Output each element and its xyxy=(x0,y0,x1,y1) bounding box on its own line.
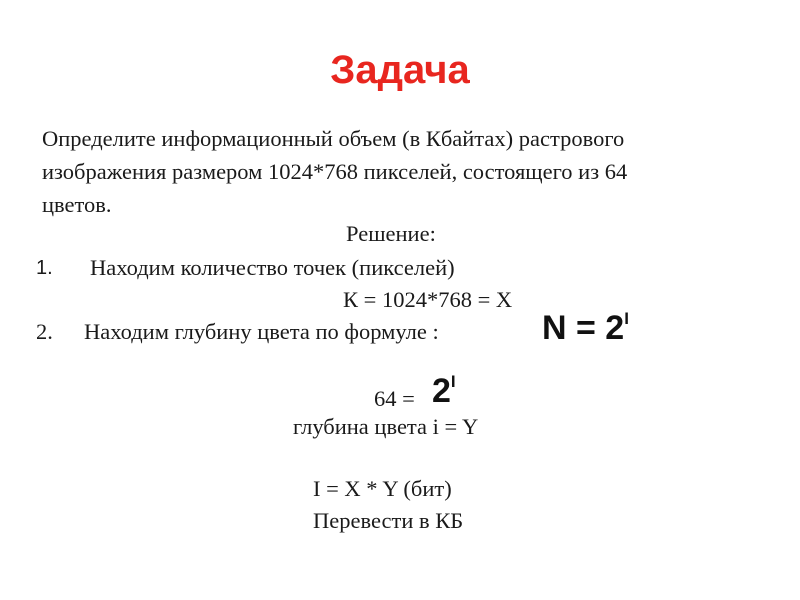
solution-heading: Решение: xyxy=(346,221,436,246)
problem-line-2: изображения размером 1024*768 пикселей, состоящего из 64 xyxy=(42,159,628,184)
step-1-number: 1. xyxy=(36,257,53,279)
problem-statement xyxy=(42,122,762,221)
step-2-text: Находим глубину цвета по формуле : xyxy=(84,319,439,344)
problem-line-3: цветов. xyxy=(42,192,112,217)
convert-instruction: Перевести в КБ xyxy=(313,508,464,533)
step-1-text: Находим количество точек (пикселей) xyxy=(90,255,455,280)
page-title: Задача xyxy=(330,48,470,92)
result-equation: I = X * Y (бит) xyxy=(313,476,452,501)
example-base: 2 xyxy=(432,372,451,410)
color-depth-formula xyxy=(542,309,629,348)
example-lhs: 64 = xyxy=(374,386,415,411)
color-depth-text: глубина цвета i = Y xyxy=(293,414,479,439)
step-2-number: 2. xyxy=(36,319,53,344)
problem-line-1: Определите информационный объем (в Кбайтах) растрового xyxy=(42,126,625,151)
formula-exponent: I xyxy=(624,309,629,328)
example-power xyxy=(432,372,456,411)
step-1-equation: К = 1024*768 = Х xyxy=(343,287,513,312)
example-exponent: I xyxy=(450,372,456,391)
formula-lhs: N = 2 xyxy=(542,309,625,347)
